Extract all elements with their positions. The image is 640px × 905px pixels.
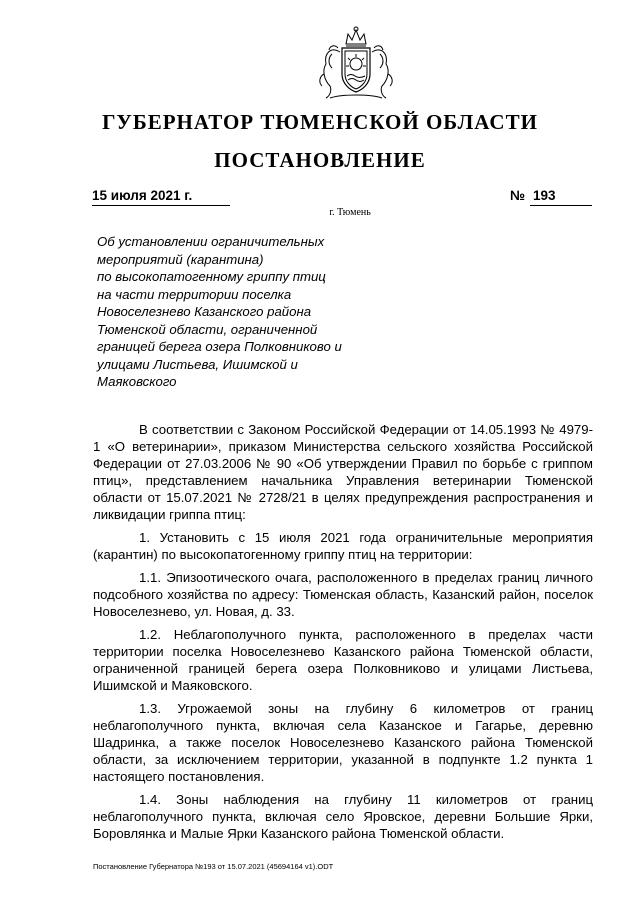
clause-1: 1. Установить с 15 июля 2021 года ограничительные мероприятия (карантин) по высокопатогенному гриппу птиц на территории:	[93, 530, 593, 562]
coat-of-arms-icon	[310, 24, 402, 102]
subject-line: мероприятий (карантина)	[97, 251, 264, 267]
subject-line: по высокопатогенному гриппу птиц	[97, 269, 326, 284]
clause-1-4: 1.4. Зоны наблюдения на глубину 11 километров от границ неблагополучного пункта, включая село Яровское, деревни Большие Ярки, Боровлянка и Малые Ярки Казанского района Тюменской области.	[93, 792, 593, 841]
subject-line: Тюменской области, ограниченной	[97, 321, 318, 337]
clause-1-2: 1.2. Неблагополучного пункта, расположенного в пределах части территории поселка Новоселезнево Казанского района Тюменской области, ограниченной границей берега озера Полковниково и улицами Листьева, Ишимской и Маяковского.	[93, 627, 593, 693]
authority-title: ГУБЕРНАТОР ТЮМЕНСКОЙ ОБЛАСТИ	[102, 110, 538, 134]
clause-1-3: 1.3. Угрожаемой зоны на глубину 6 километров от границ неблагополучного пункта, включая села Казанское и Гагарье, деревню Шадринка, а также поселок Новоселезнево Казанского района Тюменской области, за исключением территории, указанной в подпункте 1.2 пункта 1 настоящего постановления.	[93, 701, 593, 784]
subject-line: границей берега озера Полковниково и	[97, 339, 342, 354]
document-subject	[97, 233, 387, 391]
document-date: 15 июля 2021 г.	[92, 188, 193, 203]
document-type: ПОСТАНОВЛЕНИЕ	[214, 148, 426, 172]
subject-line: Новоселезнево Казанского района	[97, 304, 312, 319]
subject-line: Об установлении ограничительных	[97, 234, 325, 249]
number-underline	[530, 205, 592, 206]
document-body	[93, 421, 593, 848]
document-footer: Постановление Губернатора №193 от 15.07.2021 (45694164 v1).ODT	[93, 862, 334, 871]
subject-line: Маяковского	[97, 374, 177, 389]
preamble-paragraph: В соответствии с Законом Российской Федерации от 14.05.1993 № 4979-1 «О ветеринарии», приказом Министерства сельского хозяйства Российской Федерации от 27.03.2006 № 90 «Об утверждении Правил по борьбе с гриппом птиц», представлением начальника Управления ветеринарии Тюменской области от 15.07.2021 № 2728/21 в целях предупреждения распространения и ликвидации гриппа птиц:	[93, 422, 593, 522]
clause-1-1: 1.1. Эпизоотического очага, расположенного в пределах границ личного подсобного хозяйства по адресу: Тюменская область, Казанский район, поселок Новоселезнево, ул. Новая, д. 33.	[93, 570, 593, 619]
document-number: 193	[533, 188, 556, 203]
date-underline	[92, 205, 230, 206]
subject-line: на части территории поселка	[97, 286, 292, 302]
number-sign: №	[510, 188, 526, 203]
subject-line: улицами Листьева, Ишимской и	[97, 356, 298, 372]
document-city: г. Тюмень	[329, 207, 371, 218]
